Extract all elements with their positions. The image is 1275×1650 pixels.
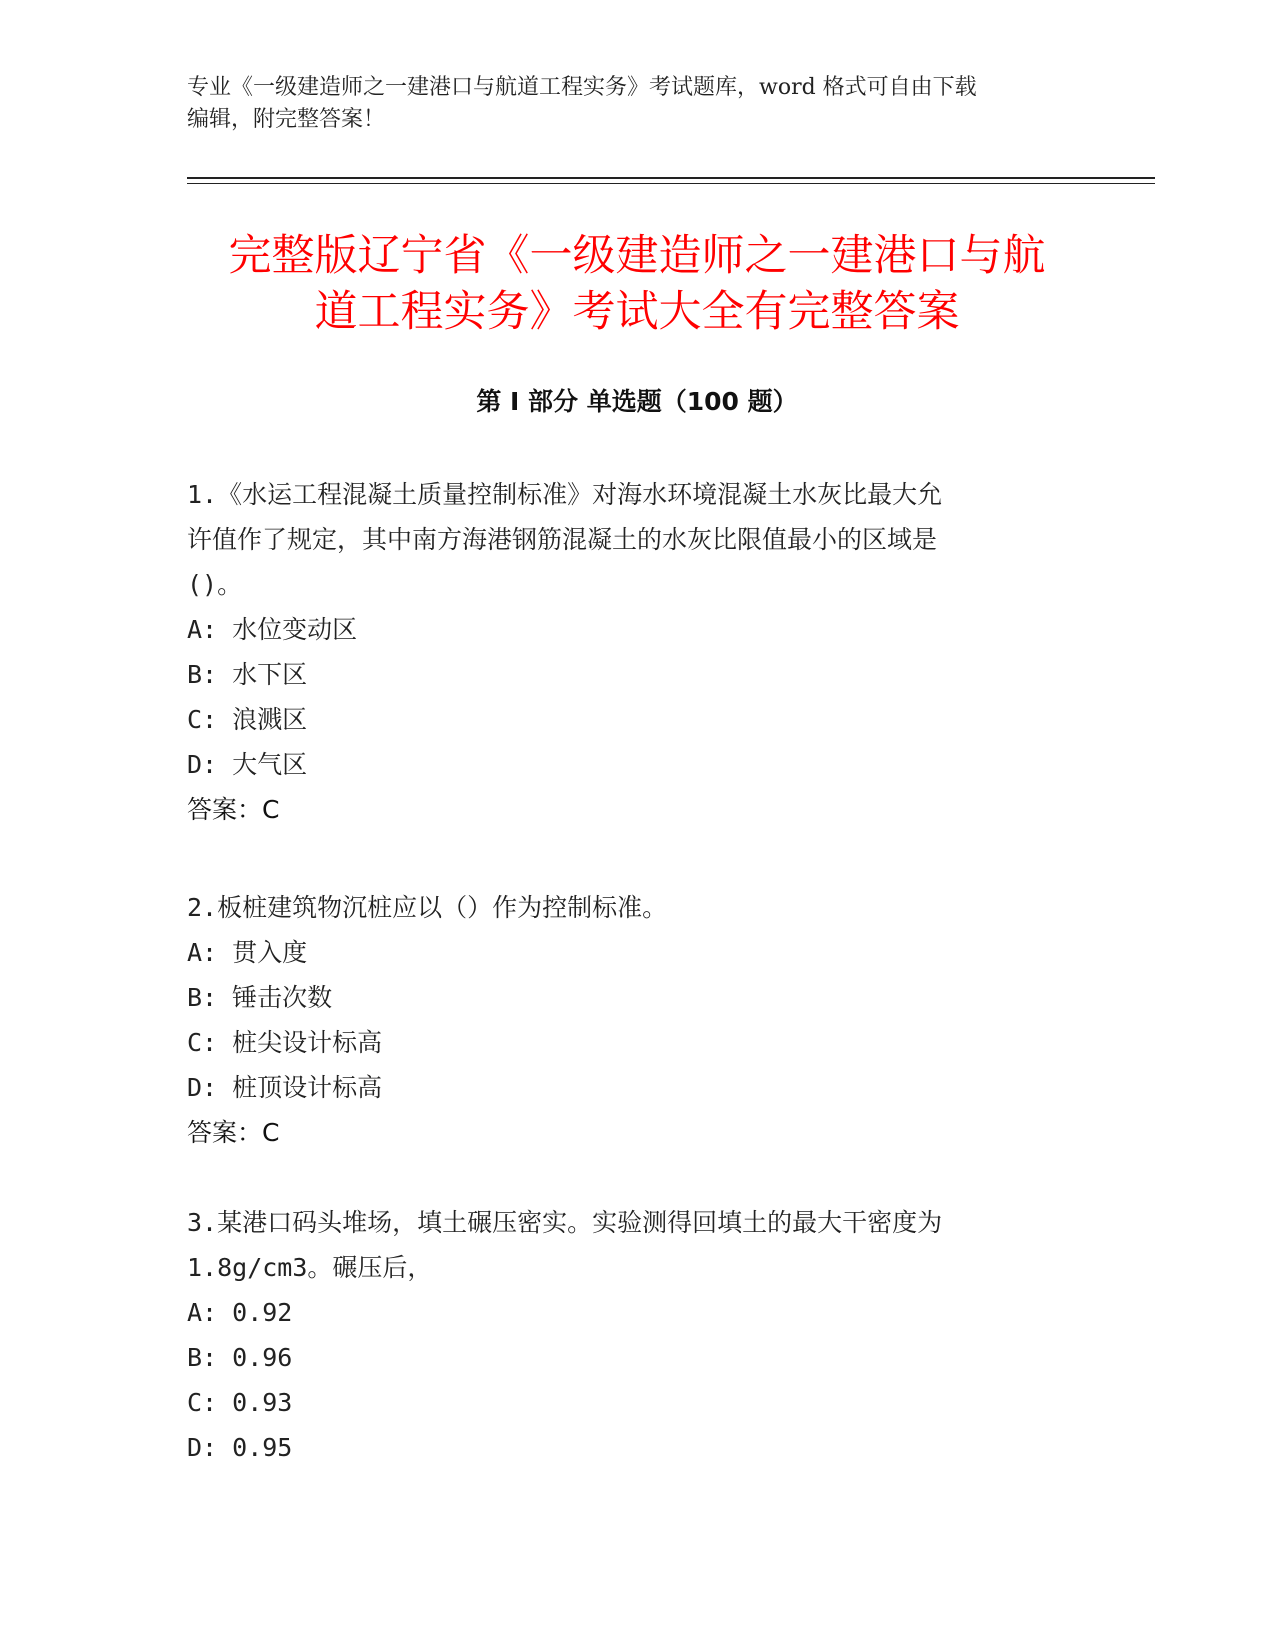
answer: 答案：C <box>187 795 280 824</box>
header-rule-thick <box>187 177 1155 179</box>
option-d: D: 大气区 <box>187 750 308 779</box>
option-b: B: 水下区 <box>187 660 308 689</box>
question-stem-line: 1.《水运工程混凝土质量控制标准》对海水环境混凝土水灰比最大允 <box>187 480 943 509</box>
option-a: A: 0.92 <box>187 1298 293 1327</box>
header-rule-thin <box>187 183 1155 184</box>
option-c: C: 0.93 <box>187 1388 293 1417</box>
question-stem-line: 1.8g/cm3。碾压后， <box>187 1253 433 1282</box>
option-a: A: 贯入度 <box>187 938 308 967</box>
document-title-line-2: 道工程实务》考试大全有完整答案 <box>314 287 960 337</box>
option-b: B: 0.96 <box>187 1343 293 1372</box>
question-1 <box>187 472 1067 832</box>
option-c: C: 桩尖设计标高 <box>187 1028 383 1057</box>
section-title: 第 I 部分 单选题（100 题） <box>476 387 798 416</box>
question-stem <box>187 1200 1067 1290</box>
answer: 答案：C <box>187 1118 280 1147</box>
header-line-1: 专业《一级建造师之一建港口与航道工程实务》考试题库，word 格式可自由下载 <box>187 75 977 100</box>
question-2 <box>187 885 1067 1155</box>
question-stem-line: 3.某港口码头堆场，填土碾压密实。实验测得回填土的最大干密度为 <box>187 1208 943 1237</box>
option-b: B: 锤击次数 <box>187 983 333 1012</box>
question-stem-line: 许值作了规定，其中南方海港钢筋混凝土的水灰比限值最小的区域是 <box>187 525 938 554</box>
question-stem <box>187 472 1067 607</box>
header-note <box>187 72 1067 136</box>
question-3 <box>187 1200 1067 1470</box>
option-c: C: 浪溅区 <box>187 705 308 734</box>
question-stem <box>187 885 1067 930</box>
option-d: D: 桩顶设计标高 <box>187 1073 383 1102</box>
document-title <box>187 228 1087 340</box>
header-line-2: 编辑，附完整答案！ <box>187 107 386 132</box>
question-stem-line: ()。 <box>187 570 243 599</box>
question-stem-line: 2.板桩建筑物沉桩应以（）作为控制标准。 <box>187 893 668 922</box>
option-d: D: 0.95 <box>187 1433 293 1462</box>
option-a: A: 水位变动区 <box>187 615 358 644</box>
document-title-line-1: 完整版辽宁省《一级建造师之一建港口与航 <box>228 231 1046 281</box>
